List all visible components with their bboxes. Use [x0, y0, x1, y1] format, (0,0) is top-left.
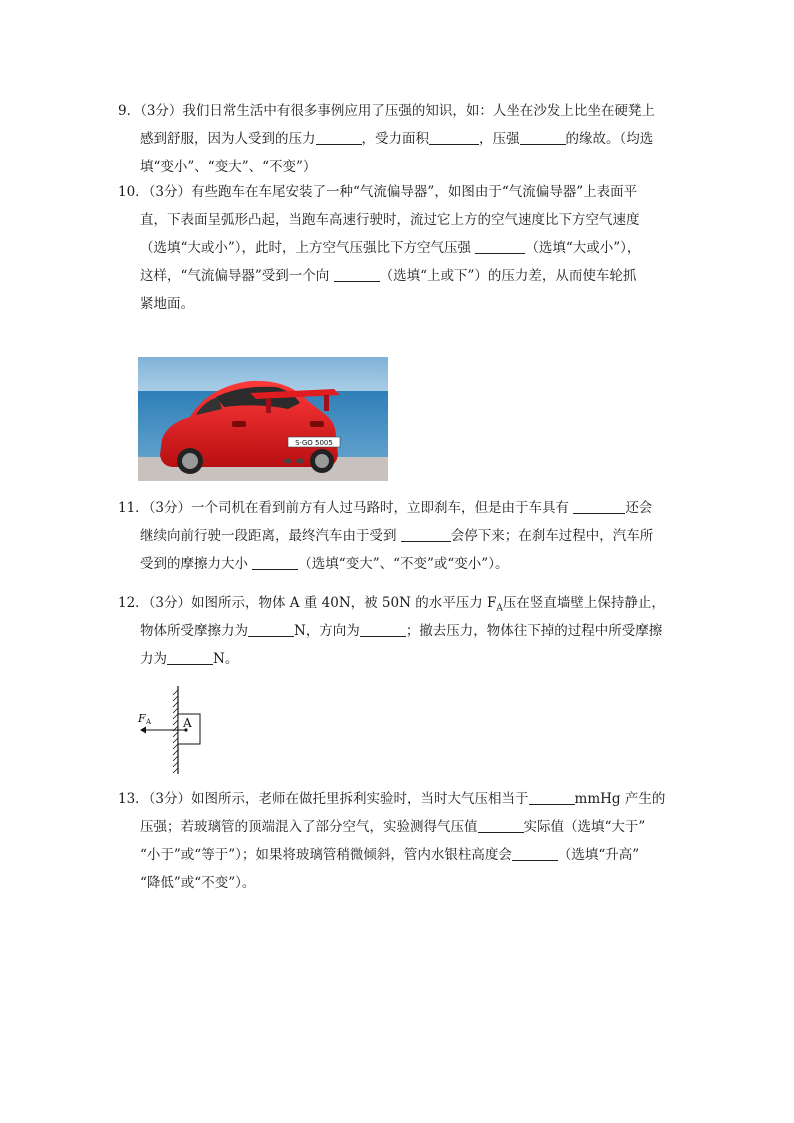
q12-line-2: 物体所受摩擦力为 N，方向为 ；撤去压力，物体往下掉的过程中所受摩擦 [140, 623, 663, 639]
answer-blank[interactable] [334, 267, 380, 282]
q13-line-3: “小于”或“等于”）；如果将玻璃管稍微倾斜，管内水银柱高度会 （选填“升高” [140, 847, 640, 863]
sports-car-photo [138, 357, 388, 481]
answer-blank[interactable] [478, 818, 524, 833]
q10-line-1: 10．（3分）有些跑车在车尾安装了一种“气流偏导器”，如图由于“气流偏导器”上表面平 [118, 184, 638, 200]
q9-line-1: 9．（3分）我们日常生活中有很多事例应用了压强的知识，如：人坐在沙发上比坐在硬凳上 [118, 103, 655, 119]
answer-blank[interactable] [512, 846, 558, 861]
q9-line-3: 填“变小”、“变大”、“不变”） [140, 159, 317, 175]
question-11 [118, 494, 678, 578]
force-label-subscript: A [146, 718, 152, 726]
question-12 [118, 589, 678, 673]
question-9 [118, 97, 678, 181]
answer-blank[interactable] [529, 790, 575, 805]
answer-blank[interactable] [573, 499, 625, 514]
q11-line-3: 受到的摩擦力大小 （选填“变大”、“不变”或“变小”）。 [140, 556, 509, 572]
block-label: A [183, 716, 192, 730]
question-10 [118, 178, 678, 318]
q10-line-5: 紧地面。 [140, 296, 194, 312]
license-plate: S·GO 5005 [295, 439, 333, 447]
wall-block-diagram [136, 686, 212, 778]
answer-blank[interactable] [520, 130, 566, 145]
q13-line-4: “降低”或“不变”）。 [140, 875, 256, 891]
q13-line-2: 压强；若玻璃管的顶端混入了部分空气，实验测得气压值 实际值（选填“大于” [140, 819, 646, 835]
answer-blank[interactable] [167, 650, 213, 665]
answer-blank[interactable] [475, 239, 525, 254]
q11-line-2: 继续向前行驶一段距离，最终汽车由于受到 会停下来；在刹车过程中，汽车所 [140, 528, 654, 544]
question-13 [118, 785, 678, 897]
force-label: F [138, 712, 146, 725]
answer-blank[interactable] [360, 622, 406, 637]
q10-line-4: 这样，“气流偏导器”受到一个向 （选填“上或下”）的压力差，从而使车轮抓 [140, 268, 637, 284]
answer-blank[interactable] [401, 527, 451, 542]
answer-blank[interactable] [316, 130, 362, 145]
q10-line-2: 直，下表面呈弧形凸起，当跑车高速行驶时，流过它上方的空气速度比下方空气速度 [140, 212, 640, 228]
q11-line-1: 11．（3分）一个司机在看到前方有人过马路时，立即刹车，但是由于车具有 还会 [118, 500, 653, 516]
answer-blank[interactable] [248, 622, 294, 637]
q12-line-1: 12．（3分）如图所示，物体 A 重 40N，被 50N 的水平压力 $F_A$压在竖直墙壁上保持静止， [118, 595, 665, 614]
q12-line-3: 力为 N。 [140, 651, 239, 667]
q9-line-2: 感到舒服，因为人受到的压力 ，受力面积 ，压强 的缘故。（均选 [140, 131, 654, 147]
answer-blank[interactable] [429, 130, 479, 145]
answer-blank[interactable] [252, 555, 298, 570]
q13-line-1: 13．（3分）如图所示，老师在做托里拆利实验时，当时大气压相当于 mmHg 产生的 [118, 791, 666, 807]
q10-line-3: （选填“大或小”），此时，上方空气压强比下方空气压强 （选填“大或小”）， [140, 240, 641, 256]
